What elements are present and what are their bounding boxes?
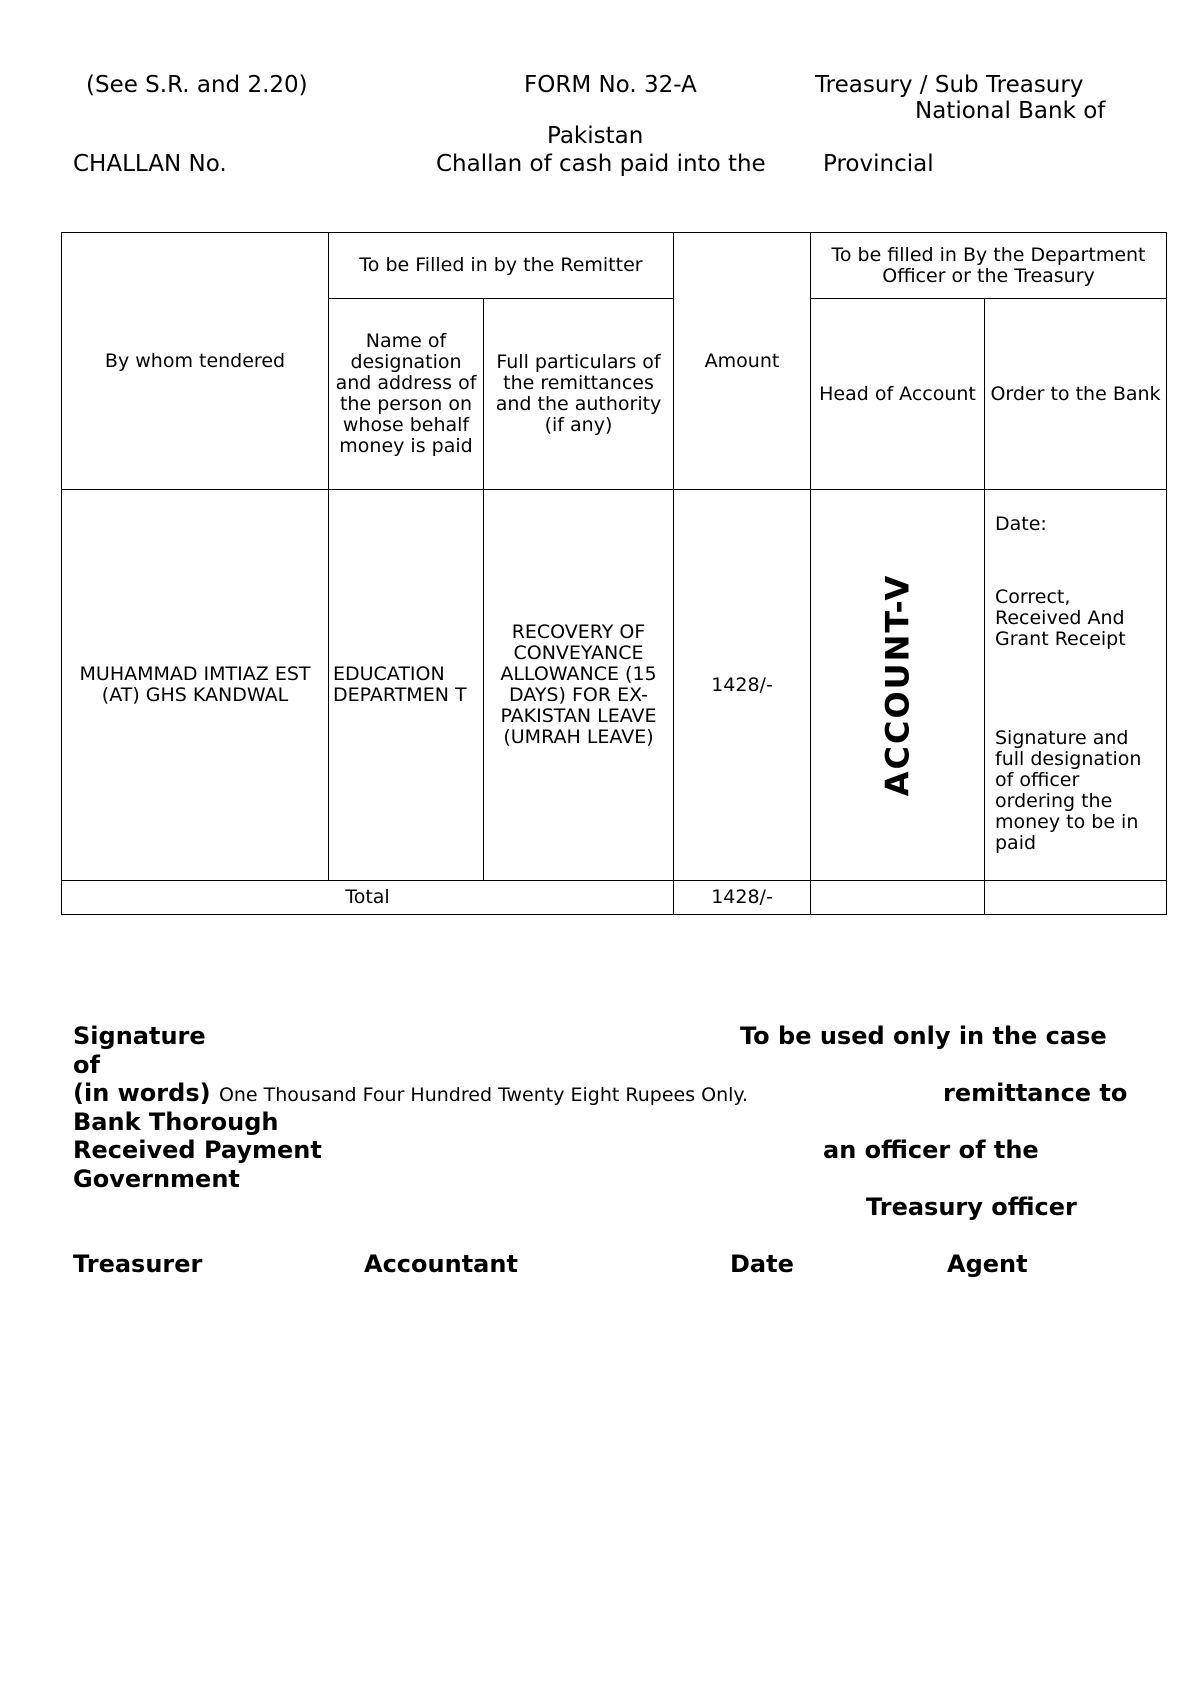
total-head-empty	[811, 881, 985, 915]
to-be-used-label: To be used only in the case	[740, 1022, 1107, 1050]
total-amount: 1428/-	[674, 881, 811, 915]
remittance-to-label: remittance to	[943, 1079, 1128, 1107]
in-words-value: One Thousand Four Hundred Twenty Eight Rupees Only.	[218, 1084, 749, 1106]
bank-label-line1: National Bank of	[915, 98, 1106, 124]
header-particulars: Full particulars of the remittances and the authority (if any)	[484, 299, 674, 490]
treasury-officer-label: Treasury officer	[866, 1193, 1077, 1221]
challan-number-label: CHALLAN No.	[73, 151, 227, 177]
provincial-label: Provincial	[823, 151, 934, 177]
date-label: Date	[730, 1250, 794, 1278]
header-officer-group: To be filled in By the Department Officer or the Treasury	[811, 233, 1167, 299]
of-label: of	[73, 1051, 100, 1079]
cell-particulars: RECOVERY OF CONVEYANCE ALLOWANCE (15 DAYS) FOR EX-PAKISTAN LEAVE (UMRAH LEAVE)	[484, 490, 674, 881]
header-head-of-account: Head of Account	[811, 299, 985, 490]
challan-description: Challan of cash paid into the	[436, 151, 766, 177]
header-amount: Amount	[674, 233, 811, 490]
challan-table	[61, 232, 1167, 915]
cell-name-designation: EDUCATION DEPARTMEN T	[329, 490, 484, 881]
treasury-label: Treasury / Sub Treasury	[815, 72, 1084, 98]
header-name-designation: Name of designation and address of the person on whose behalf money is paid	[329, 299, 484, 490]
header-order-to-bank: Order to the Bank	[985, 299, 1167, 490]
received-payment-label: Received Payment	[73, 1136, 322, 1164]
order-signature-note: Signature and full designation of officer ordering the money to be in paid	[995, 727, 1142, 854]
form-number: FORM No. 32-A	[524, 72, 697, 98]
header-tendered: By whom tendered	[62, 233, 329, 490]
order-correct-received: Correct, Received And Grant Receipt	[995, 586, 1126, 650]
cell-tendered: MUHAMMAD IMTIAZ EST (AT) GHS KANDWAL	[62, 490, 329, 881]
form-reference: (See S.R. and 2.20)	[86, 72, 308, 98]
head-of-account-value: ACCOUNT-V	[878, 573, 916, 797]
signature-label: Signature	[73, 1022, 206, 1050]
bank-thorough-label: Bank Thorough	[73, 1108, 279, 1136]
cell-amount: 1428/-	[674, 490, 811, 881]
table-row	[62, 490, 1167, 881]
total-row	[62, 881, 1167, 915]
accountant-label: Accountant	[364, 1250, 518, 1278]
officer-of-label: an officer of the	[823, 1136, 1039, 1164]
bank-label-line2: Pakistan	[547, 123, 644, 149]
cell-head-of-account	[811, 490, 985, 881]
in-words-label	[73, 1079, 748, 1107]
government-label: Government	[73, 1165, 240, 1193]
cell-order-to-bank	[985, 490, 1167, 881]
treasurer-label: Treasurer	[73, 1250, 203, 1278]
agent-label: Agent	[947, 1250, 1028, 1278]
in-words-title: (in words)	[73, 1079, 211, 1107]
total-order-empty	[985, 881, 1167, 915]
total-label: Total	[62, 881, 674, 915]
header-remitter-group: To be Filled in by the Remitter	[329, 233, 674, 299]
order-date: Date:	[995, 513, 1047, 535]
